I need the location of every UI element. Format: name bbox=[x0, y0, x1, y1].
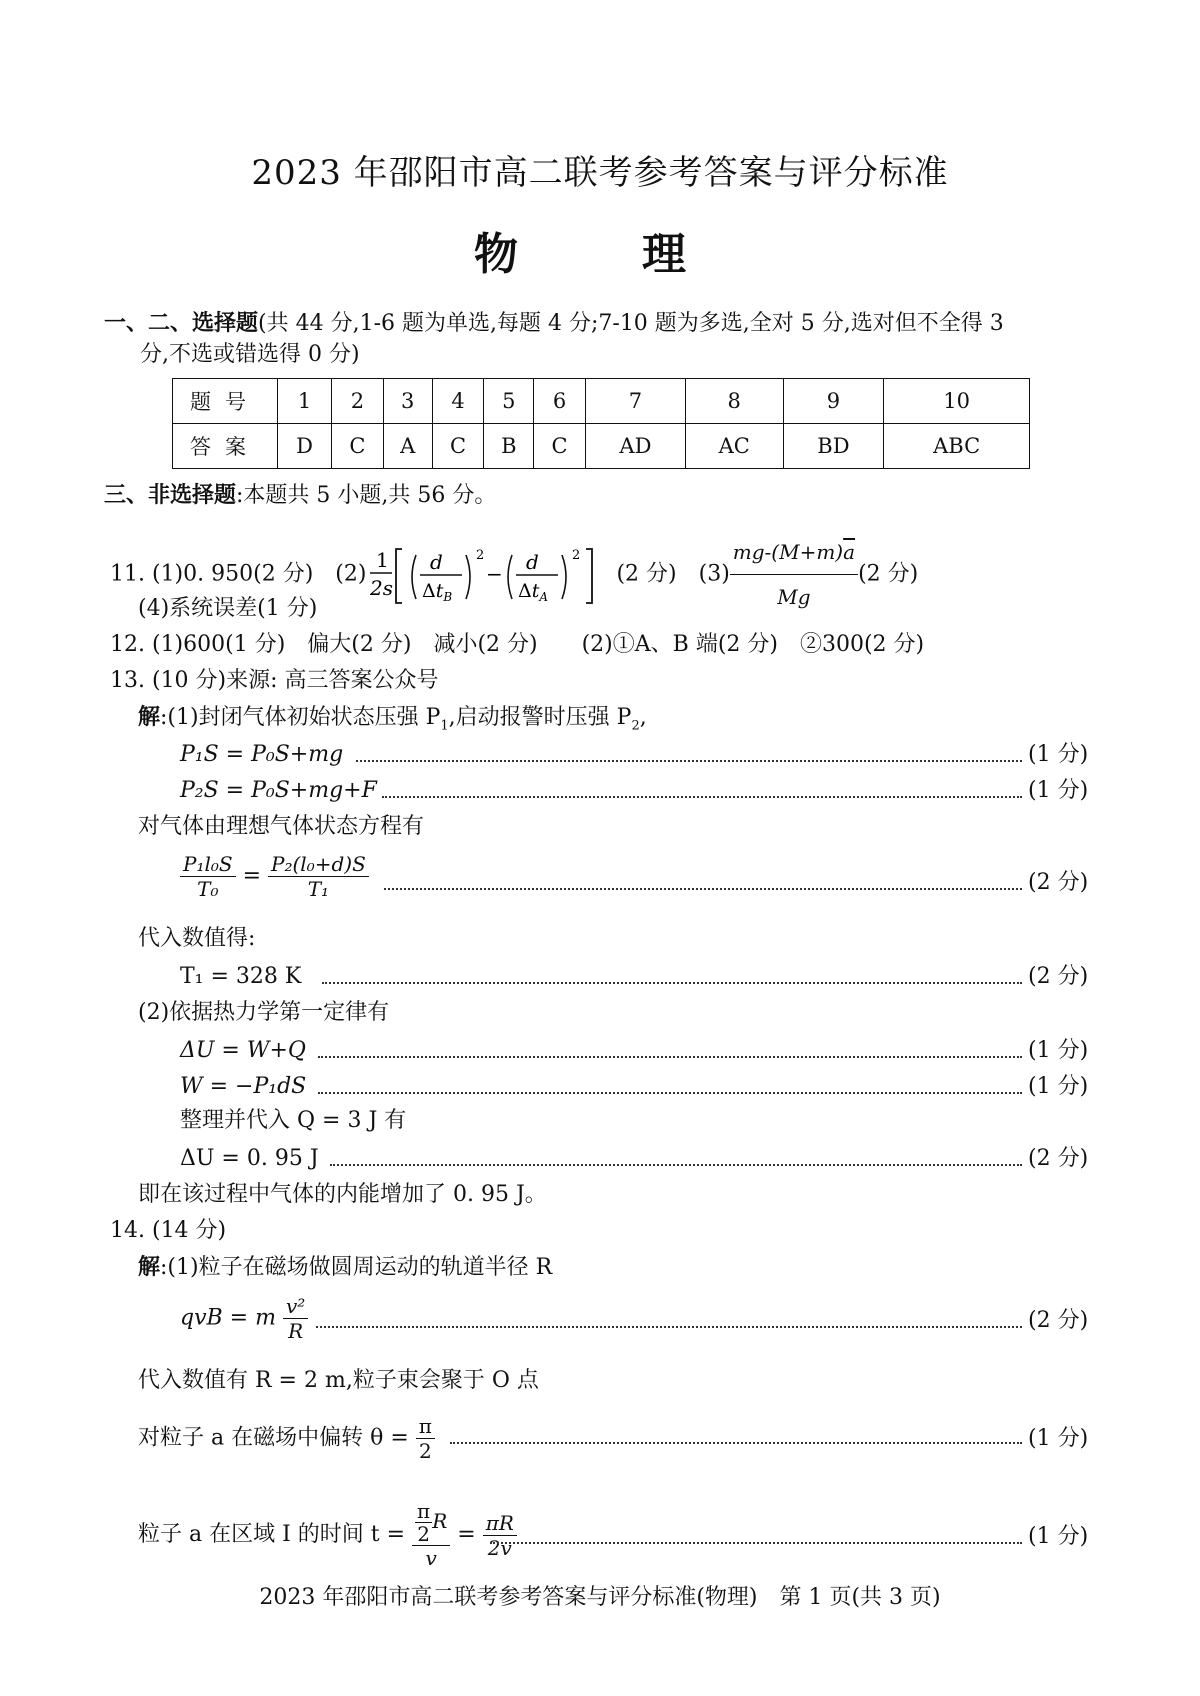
table-cell: ABC bbox=[884, 424, 1030, 469]
q11-text-a: 11. (1)0. 950(2 分) (2) bbox=[110, 561, 367, 587]
svg-text:2: 2 bbox=[476, 547, 485, 563]
q13-eq6: W = −P₁dS bbox=[180, 1074, 307, 1099]
page-title: 2023 年邵阳市高二联考参考答案与评分标准 bbox=[251, 153, 949, 193]
leader-dots bbox=[490, 1542, 1022, 1544]
q14-solve-line bbox=[138, 1252, 552, 1283]
part1-desc-2: 分,不选或错选得 0 分) bbox=[140, 342, 360, 367]
q13-arrange-text: 整理并代入 Q = 3 J 有 bbox=[180, 1108, 407, 1133]
q14-eq1-num: v² bbox=[283, 1294, 308, 1319]
leader-dots bbox=[322, 982, 1022, 984]
table-cell: 4 bbox=[432, 379, 484, 424]
leader-dots bbox=[382, 796, 1022, 798]
q13-eq6-row bbox=[0, 1070, 1200, 1104]
q14-eq1-den: R bbox=[288, 1319, 304, 1343]
q13-eq3-lhs bbox=[180, 852, 236, 901]
q14-eq2-text: 对粒子 a 在磁场中偏转 θ = bbox=[138, 1425, 409, 1451]
q11-formula-3-den: Mg bbox=[777, 585, 811, 609]
q14-eq1-frac bbox=[283, 1294, 308, 1343]
part3-heading: 三、非选择题 bbox=[104, 482, 237, 508]
q11-formula-2 bbox=[366, 545, 616, 605]
q14-eq2-num: π bbox=[416, 1414, 435, 1439]
q14-eq3-frac1-den: v bbox=[425, 1546, 437, 1570]
q14-sub-text: 代入数值有 R = 2 m,粒子束会聚于 O 点 bbox=[138, 1368, 539, 1393]
q14-eq3-frac1 bbox=[412, 1500, 450, 1570]
svg-text:d: d bbox=[430, 549, 444, 574]
q13-eq4: T₁ = 328 K bbox=[180, 964, 302, 989]
q14-eq1-row bbox=[0, 1290, 1200, 1354]
q13-eq5-row bbox=[0, 1034, 1200, 1068]
table-row-answers bbox=[173, 424, 1030, 469]
table-cell: C bbox=[534, 424, 586, 469]
table-cell: A bbox=[383, 424, 432, 469]
svg-text:1: 1 bbox=[376, 547, 390, 572]
table-cell: D bbox=[278, 424, 332, 469]
q14-eq3-frac2-num: πR bbox=[483, 1511, 517, 1536]
table-cell: 2 bbox=[332, 379, 384, 424]
q13-part2-text: (2)依据热力学第一定律有 bbox=[138, 1000, 390, 1025]
q14-eq2 bbox=[138, 1414, 435, 1463]
q14-eq3-score: (1 分) bbox=[1028, 1524, 1089, 1549]
svg-text:ΔtA: $\Delta t_A$ bbox=[518, 579, 549, 604]
q13-eq3-lhs-den: T₀ bbox=[197, 877, 219, 901]
q14-eq3-text: 粒子 a 在区域 Ⅰ 的时间 t = bbox=[138, 1522, 406, 1547]
q11-formula-3 bbox=[730, 530, 858, 619]
answer-table bbox=[172, 378, 1030, 469]
part3-heading-line bbox=[104, 480, 496, 511]
q13-eq1-score: (1 分) bbox=[1028, 742, 1089, 767]
table-cell: B bbox=[484, 424, 534, 469]
q11-text-b: (2 分) (3) bbox=[616, 561, 730, 587]
q13-eq1: P₁S = P₀S+mg bbox=[180, 742, 344, 767]
table-cell: 10 bbox=[884, 379, 1030, 424]
q13-eq3-score: (2 分) bbox=[1028, 870, 1089, 895]
q13-eq2-score: (1 分) bbox=[1028, 778, 1089, 803]
svg-text:ΔtB: $\Delta t_B$ bbox=[422, 579, 453, 604]
q13-eq3-rhs-num: P₂(l₀+d)S bbox=[268, 852, 369, 877]
leader-dots bbox=[356, 760, 1022, 762]
q14-eq2-score: (1 分) bbox=[1028, 1426, 1089, 1451]
q13-eq3-rhs bbox=[268, 852, 369, 901]
q14-solve-label: 解 bbox=[138, 1254, 161, 1280]
q13-eq1-row bbox=[0, 738, 1200, 772]
q13-eq4-score: (2 分) bbox=[1028, 964, 1089, 989]
q13-eq3-rhs-den: T₁ bbox=[307, 877, 330, 901]
part1-heading: 一、二、选择题 bbox=[104, 310, 259, 336]
subject-title: 物 理 bbox=[474, 229, 726, 280]
q14-eq3: 粒子 a 在区域 Ⅰ 的时间 t = $\frac{\pi}{2}$ R v = $\frac{\pi R}{2v}$ bbox=[138, 1500, 517, 1570]
q13-eq7-score: (2 分) bbox=[1028, 1146, 1089, 1171]
table-cell: AD bbox=[585, 424, 685, 469]
table-cell: 3 bbox=[383, 379, 432, 424]
q13-eq6-score: (1 分) bbox=[1028, 1074, 1089, 1099]
q14-eq3-row bbox=[0, 1480, 1200, 1576]
q11-line2: (4)系统误差(1 分) bbox=[138, 596, 318, 621]
table-cell: BD bbox=[783, 424, 884, 469]
part1-heading-line bbox=[104, 308, 1004, 339]
table-cell: 6 bbox=[534, 379, 586, 424]
q14-eq3-frac2 bbox=[483, 1511, 517, 1560]
q13-eq2: P₂S = P₀S+mg+F bbox=[180, 778, 377, 803]
part3-desc: :本题共 5 小题,共 56 分。 bbox=[236, 483, 497, 508]
q13-ideal-text: 对气体由理想气体状态方程有 bbox=[138, 814, 425, 839]
q12-line: 12. (1)600(1 分) 偏大(2 分) 减小(2 分) (2)①A、B 端(2 分) ②300(2 分) bbox=[110, 632, 925, 657]
q13-eq7: ΔU = 0. 95 J bbox=[180, 1146, 319, 1171]
q14-eq1 bbox=[180, 1294, 308, 1343]
table-cell: 5 bbox=[484, 379, 534, 424]
table-cell: 1 bbox=[278, 379, 332, 424]
table-cell: C bbox=[332, 424, 384, 469]
q14-eq3-inner-den: 2 bbox=[417, 1522, 430, 1546]
leader-dots bbox=[330, 1164, 1022, 1166]
table-cell: 8 bbox=[685, 379, 783, 424]
q13-eq2-row bbox=[0, 774, 1200, 808]
leader-dots bbox=[316, 1326, 1022, 1328]
q13-solve-label: 解 bbox=[138, 704, 161, 730]
leader-dots bbox=[318, 1092, 1022, 1094]
q14-eq3-R: R bbox=[432, 1509, 448, 1533]
table-cell: AC bbox=[685, 424, 783, 469]
q11-text-c: (2 分) bbox=[858, 561, 919, 587]
q14-eq3-frac1-num bbox=[412, 1500, 450, 1546]
q13-conclusion: 即在该过程中气体的内能增加了 0. 95 J。 bbox=[138, 1182, 547, 1207]
table-cell: 9 bbox=[783, 379, 884, 424]
table-header-answer: 答案 bbox=[173, 424, 278, 469]
q14-eq1-score: (2 分) bbox=[1028, 1308, 1089, 1333]
table-cell: 7 bbox=[585, 379, 685, 424]
q13-eq4-row bbox=[0, 960, 1200, 994]
q13-sub-text: 代入数值得: bbox=[138, 926, 256, 951]
svg-text:−: − bbox=[486, 561, 504, 586]
q13-eq3: $\frac{\text{P₁l₀S}}{\text{T₀}}$ = $\frac{\text{P₂(l₀+d)S}}{\text{T₁}}$ bbox=[180, 852, 369, 901]
q14-eq3-inner-num: π bbox=[417, 1499, 431, 1523]
q14-solve-text: :(1)粒子在磁场做圆周运动的轨道半径 R bbox=[160, 1255, 553, 1280]
table-row-numbers bbox=[173, 379, 1030, 424]
leader-dots bbox=[318, 1056, 1022, 1058]
q14-eq1-lhs: qvB = m bbox=[180, 1305, 276, 1331]
q13-eq5: ΔU = W+Q bbox=[180, 1038, 306, 1063]
q11-formula-3-num: $mg-(M+m)\overline{a}$ bbox=[730, 530, 858, 575]
q13-head: 13. (10 分)来源: 高三答案公众号 bbox=[110, 668, 439, 693]
table-cell: C bbox=[432, 424, 484, 469]
svg-text:2: 2 bbox=[572, 547, 581, 563]
q13-eq5-score: (1 分) bbox=[1028, 1038, 1089, 1063]
leader-dots bbox=[384, 888, 1022, 890]
table-header-number: 题号 bbox=[173, 379, 278, 424]
leader-dots bbox=[450, 1442, 1022, 1444]
q13-solve-text: :(1)封闭气体初始状态压强 P bbox=[160, 705, 441, 730]
q13-eq7-row bbox=[0, 1142, 1200, 1176]
q13-solve-text3: , bbox=[639, 705, 647, 730]
q14-head: 14. (14 分) bbox=[110, 1218, 227, 1243]
q14-eq3-inner-frac bbox=[415, 1500, 432, 1545]
q13-solve-text2: ,启动报警时压强 P bbox=[448, 705, 632, 730]
q13-solve-line: 解:(1)封闭气体初始状态压强 $P_1$,启动报警时压强 $P_2$, bbox=[138, 704, 647, 734]
q14-eq3-frac2-den: 2v bbox=[487, 1535, 512, 1560]
q13-eq3-row bbox=[0, 852, 1200, 916]
part1-desc-1: (共 44 分,1-6 题为单选,每题 4 分;7-10 题为多选,全对 5 分,选对但不全得 3 bbox=[258, 311, 1004, 336]
q14-eq2-frac bbox=[416, 1414, 435, 1463]
page-footer: 2023 年邵阳市高二联考参考答案与评分标准(物理) 第 1 页(共 3 页) bbox=[259, 1585, 941, 1610]
q13-eq3-lhs-num: P₁l₀S bbox=[180, 852, 236, 877]
svg-text:2s: 2s bbox=[370, 575, 394, 600]
svg-text:d: d bbox=[526, 549, 540, 574]
q14-eq2-row bbox=[0, 1410, 1200, 1474]
q14-eq2-den: 2 bbox=[418, 1439, 432, 1463]
